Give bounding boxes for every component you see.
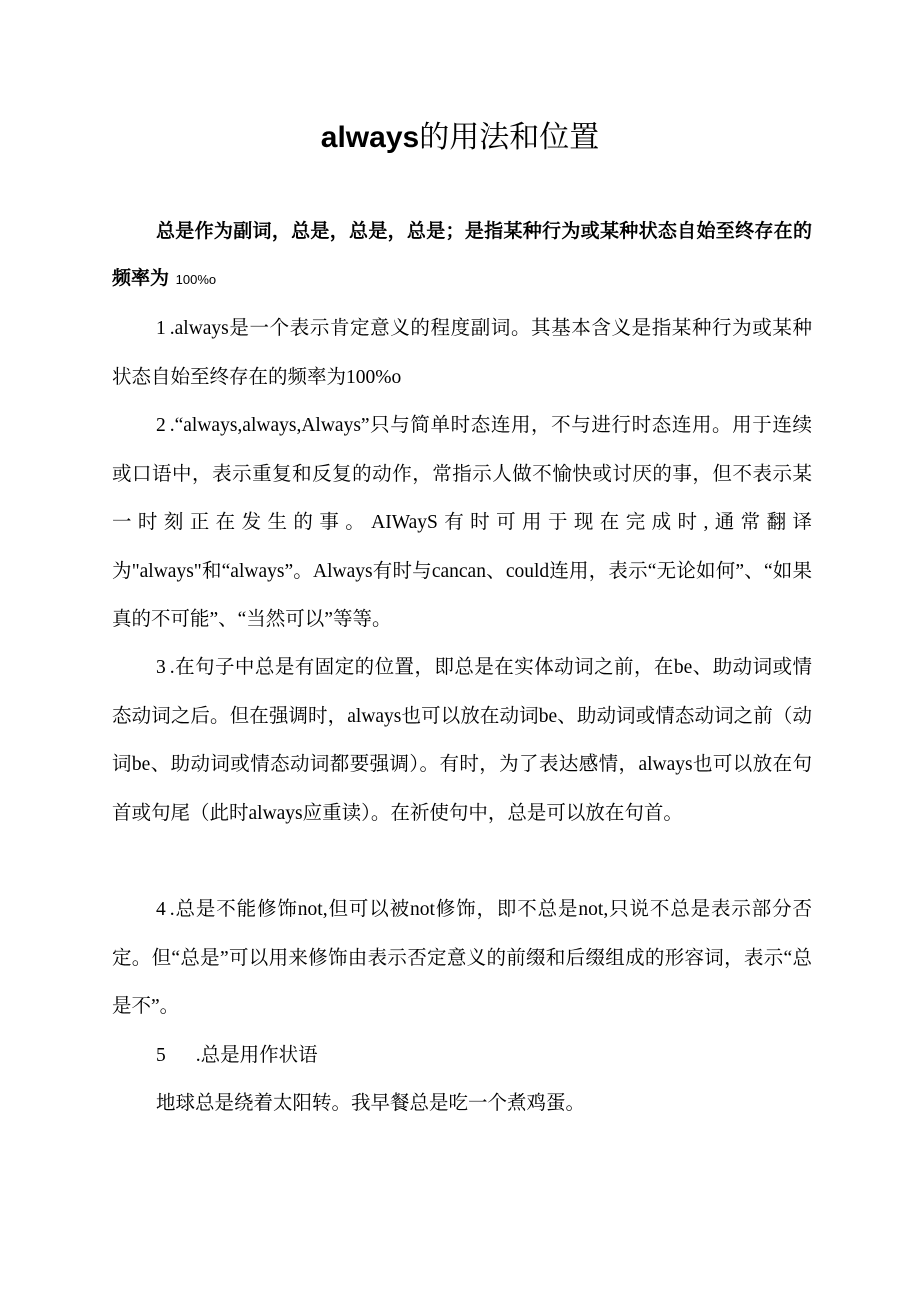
paragraph-number: 3 [156,657,166,678]
title-cjk: 的用法和位置 [419,121,600,154]
paragraph-text: .always是一个表示肯定意义的程度副词。其基本含义是指某种行为或某种状态自始至终存在的频率为100%o [112,318,812,388]
paragraph-4 [112,886,812,1032]
title-latin: always [320,121,420,154]
paragraph-text: .“always,always,Always”只与简单时态连用，不与进行时态连用。用于连续或口语中，表示重复和反复的动作，常指示人做不愉快或讨厌的事，但不表示某一时刻正在发生的事。AIWayS有时可用于现在完成时,通常翻译为"always"和“always”。Always有时与cancan、could连用，表示“无论如何”、“如果真的不可能”、“当然可以”等等。 [112,415,812,630]
paragraph-text: .在句子中总是有固定的位置，即总是在实体动词之前，在be、助动词或情态动词之后。但在强调时，always也可以放在动词be、助动词或情态动词之前（动词be、助动词或情态动词都要强调）。有时，为了表达感情，always也可以放在句首或句尾（此时always应重读）。在祈使句中，总是可以放在句首。 [112,657,812,824]
paragraph-5 [112,1032,812,1081]
paragraph-number: 2 [156,415,166,436]
paragraph-number: 4 [156,899,166,920]
intro-percent: 100%o [175,272,217,287]
page-title [0,112,920,164]
paragraph-number: 5 [156,1045,166,1066]
intro-text: 总是作为副词，总是，总是，总是；是指某种行为或某种状态自始至终存在的频率为 [112,220,812,289]
paragraph-number: 1 [156,318,166,339]
paragraph-text: .总是用作状语 [195,1045,318,1066]
paragraph-2 [112,402,812,645]
paragraph-3 [112,644,812,838]
example-sentence: 地球总是绕着太阳转。我早餐总是吃一个煮鸡蛋。 [156,1093,586,1114]
paragraph-1 [112,305,812,402]
paragraph-text: .总是不能修饰not,但可以被not修饰，即不总是not,只说不总是表示部分否定。但“总是”可以用来修饰由表示否定意义的前缀和后缀组成的形容词，表示“总是不”。 [112,899,812,1017]
intro-paragraph [112,208,812,303]
